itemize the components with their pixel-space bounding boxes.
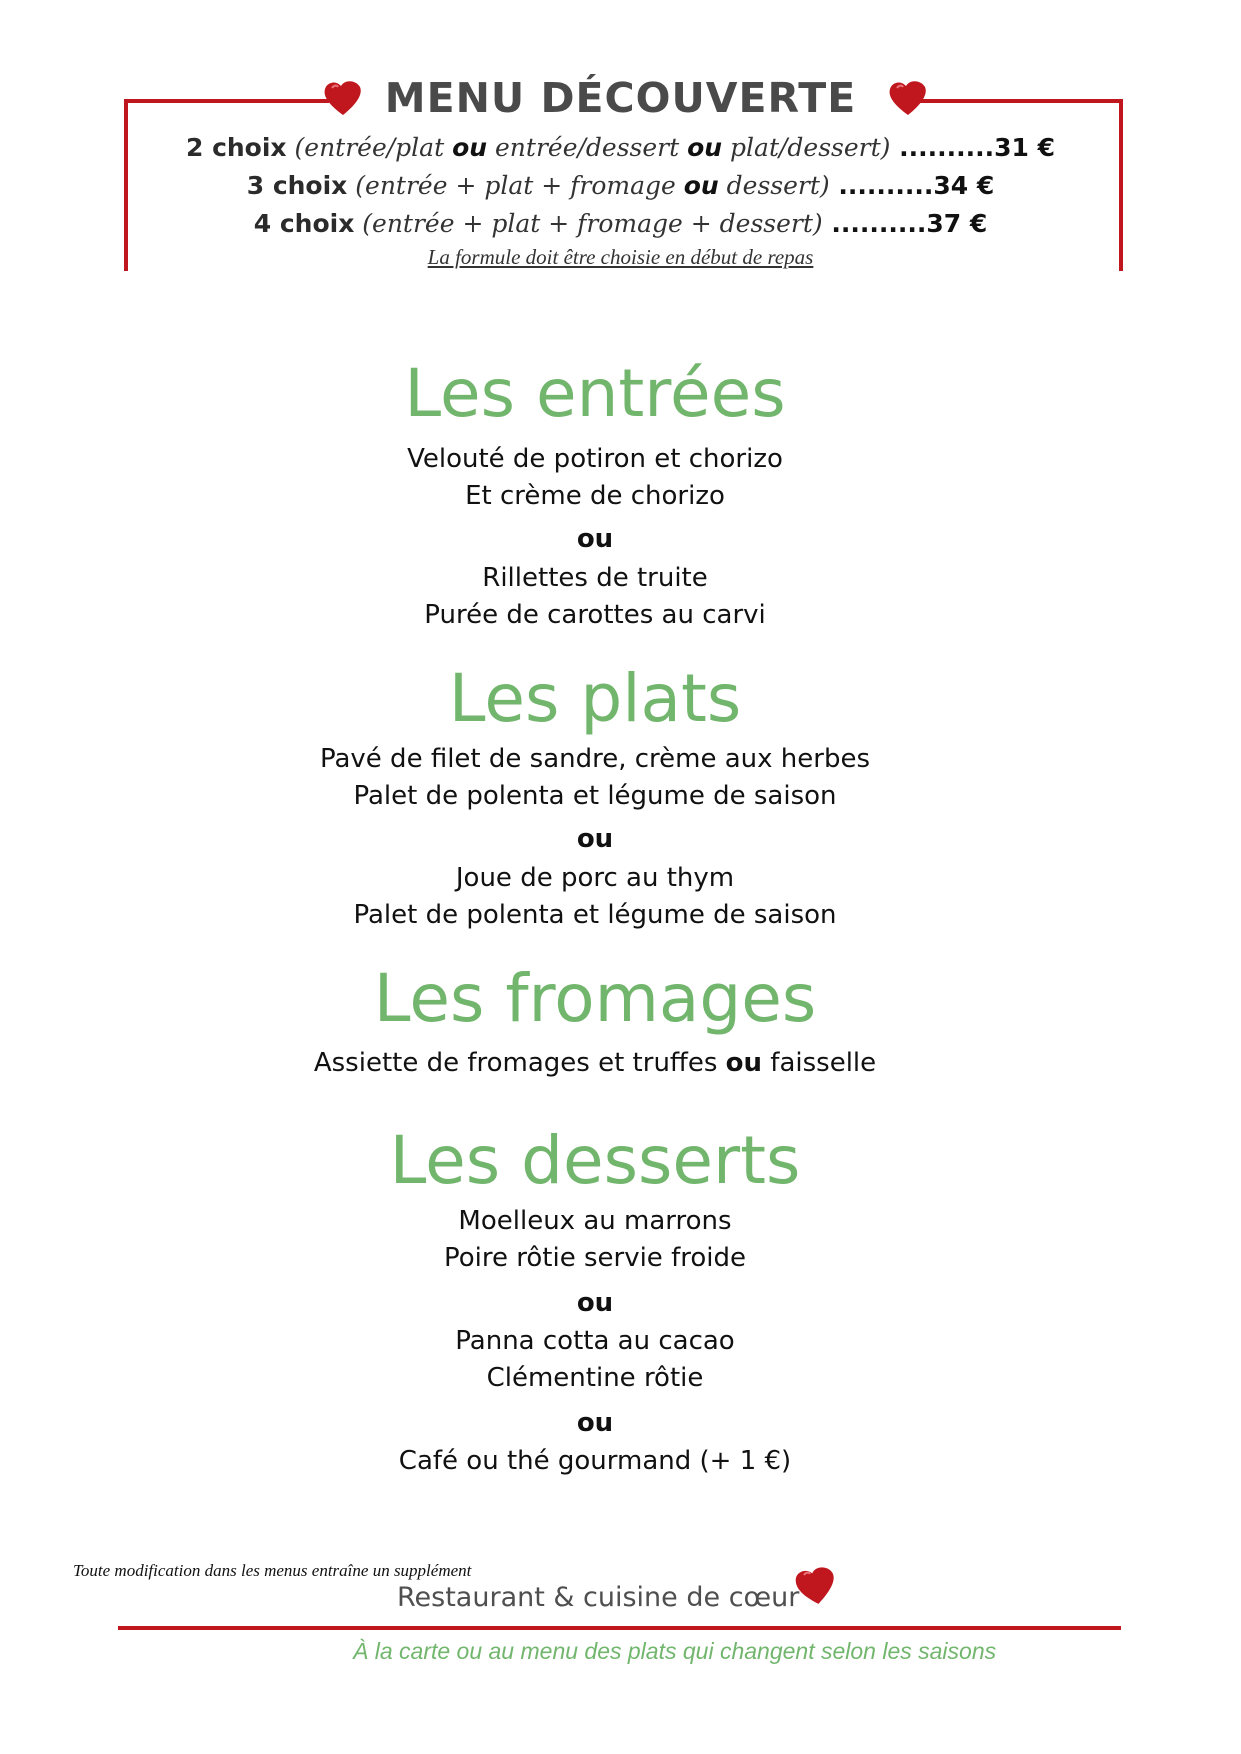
- dish-line: Assiette de fromages et truffes ou faisselle: [313, 1048, 877, 1078]
- section-title-desserts: Les desserts: [389, 1122, 801, 1199]
- offer-label: 2 choix: [185, 133, 287, 162]
- offer-description: (entrée + plat + fromage + dessert): [362, 209, 823, 238]
- brand-name: Restaurant & cuisine de cœur: [397, 1582, 800, 1613]
- dish-line: Poire rôtie servie froide: [444, 1243, 746, 1273]
- menu-title: MENU DÉCOUVERTE: [384, 74, 857, 122]
- dish-line: Joue de porc au thym: [455, 863, 735, 893]
- offer-price: ..........31 €: [890, 133, 1056, 162]
- dish-line: Pavé de filet de sandre, crème aux herbes: [319, 744, 871, 774]
- section-title-fromages: Les fromages: [373, 960, 817, 1037]
- or-separator: ou: [576, 524, 614, 554]
- or-separator: ou: [576, 1288, 614, 1318]
- dish-line: Café ou thé gourmand (+ 1 €): [398, 1446, 792, 1476]
- dish-line: Purée de carottes au carvi: [424, 600, 766, 630]
- offer-2-choix: [0, 133, 1241, 162]
- dish-line: Velouté de potiron et chorizo: [407, 444, 783, 474]
- or-separator: ou: [576, 1408, 614, 1438]
- offer-4-choix: [0, 209, 1241, 238]
- dish-line: Et crème de chorizo: [465, 481, 725, 511]
- offer-price: ..........37 €: [822, 209, 988, 238]
- offer-label: 3 choix: [246, 171, 348, 200]
- heart-icon: [794, 1566, 838, 1606]
- dish-line: Rillettes de truite: [482, 563, 708, 593]
- section-title-plats: Les plats: [448, 660, 742, 737]
- modification-note: Toute modification dans les menus entraîne un supplément: [73, 1561, 472, 1580]
- dish-line: Palet de polenta et légume de saison: [353, 781, 837, 811]
- offer-description: (entrée + plat + fromage ou dessert): [355, 171, 830, 200]
- section-title-entrees: Les entrées: [404, 355, 786, 432]
- tagline: À la carte ou au menu des plats qui changent selon les saisons: [353, 1638, 997, 1664]
- offer-price: ..........34 €: [829, 171, 995, 200]
- offer-label: 4 choix: [253, 209, 355, 238]
- formula-note: La formule doit être choisie en début de repas: [427, 245, 814, 269]
- or-separator: ou: [576, 824, 614, 854]
- dish-line: Palet de polenta et légume de saison: [353, 900, 837, 930]
- offer-description: (entrée/plat ou entrée/dessert ou plat/dessert): [294, 133, 891, 162]
- dish-line: Panna cotta au cacao: [455, 1326, 735, 1356]
- footer-divider: [118, 1626, 1121, 1630]
- offer-3-choix: [0, 171, 1241, 200]
- or-separator: ou: [725, 1048, 763, 1078]
- dish-line: Moelleux au marrons: [458, 1206, 732, 1236]
- dish-line: Clémentine rôtie: [486, 1363, 704, 1393]
